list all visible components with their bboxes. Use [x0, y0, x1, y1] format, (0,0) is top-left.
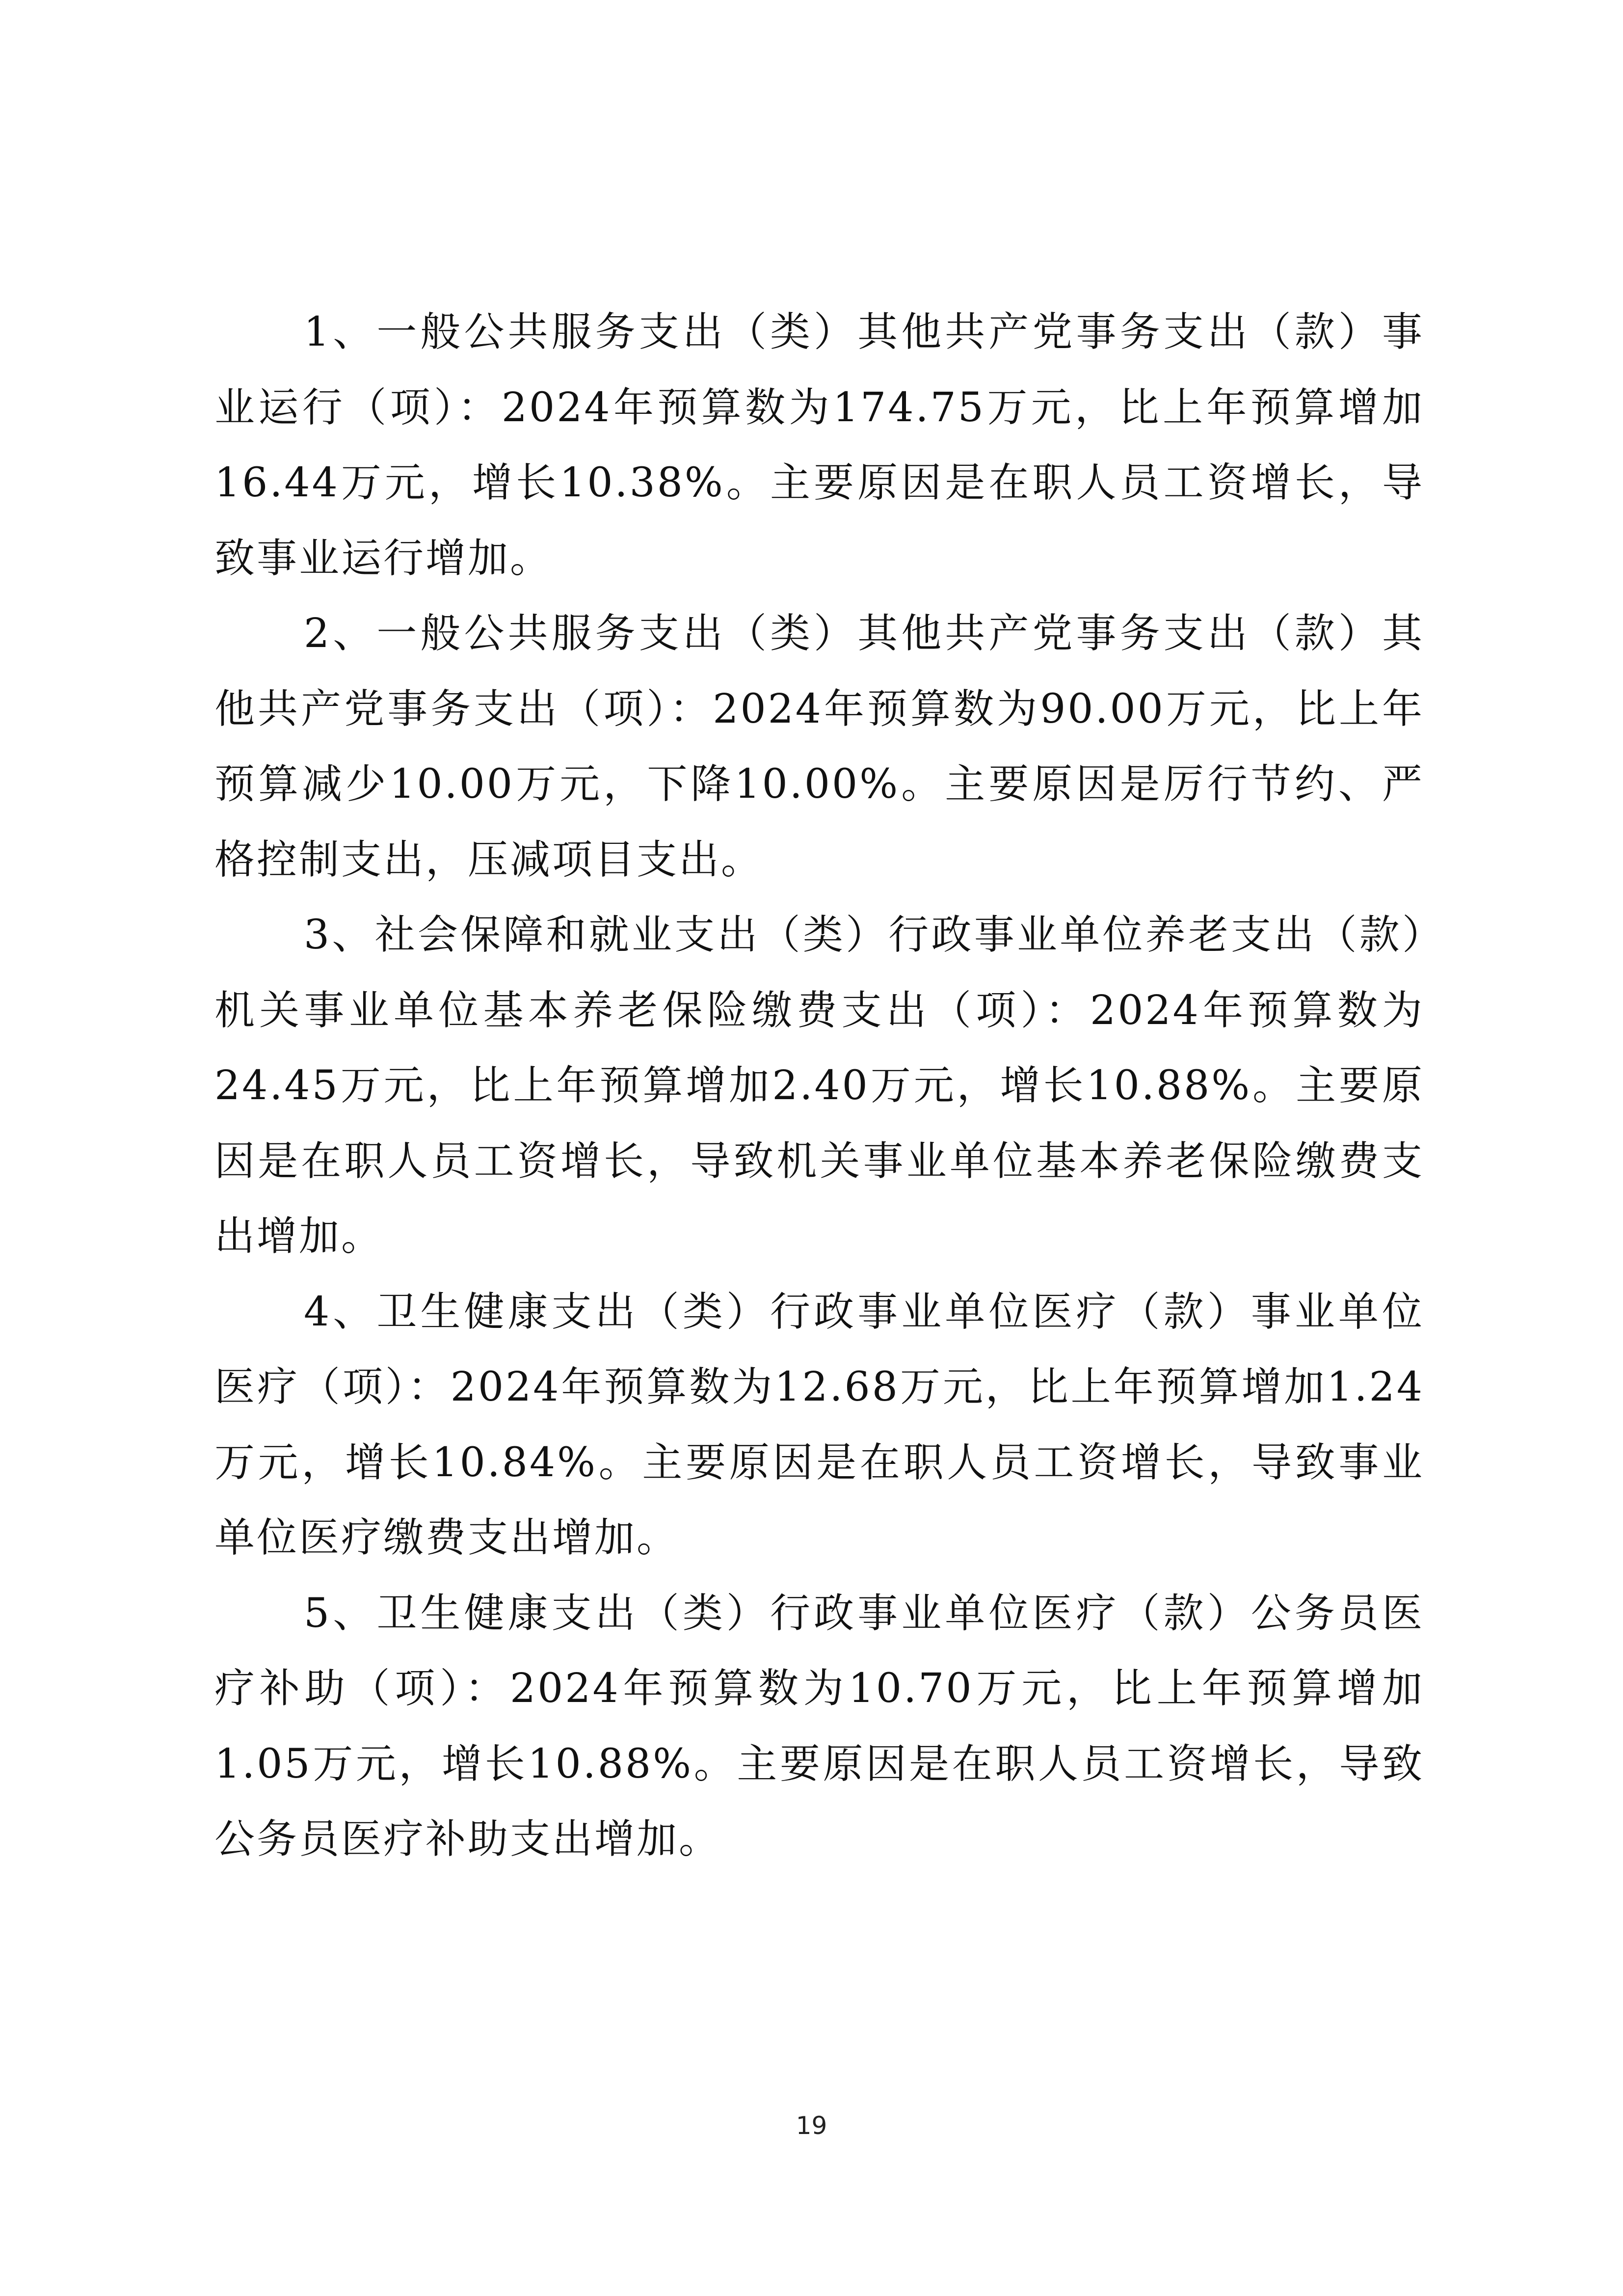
paragraph-5: 5、卫生健康支出（类）行政事业单位医疗（款）公务员医疗补助（项）：2024年预算数为10.70万元，比上年预算增加1.05万元，增长10.88%。主要原因是在职人员工资增长，导致公务员医疗补助支出增加。 — [214, 1590, 1424, 1863]
paragraph-3: 3、社会保障和就业支出（类）行政事业单位养老支出（款）机关事业单位基本养老保险缴费支出（项）：2024年预算数为24.45万元，比上年预算增加2.40万元，增长10.88%。主要原因是在职人员工资增长，导致机关事业单位基本养老保险缴费支出增加。 — [214, 912, 1424, 1260]
document-body — [214, 295, 1424, 1877]
paragraph-1: 1、一般公共服务支出（类）其他共产党事务支出（款）事业运行（项）：2024年预算数为174.75万元，比上年预算增加16.44万元，增长10.38%。主要原因是在职人员工资增长，导致事业运行增加。 — [214, 309, 1424, 582]
page-number: 19 — [796, 2111, 827, 2140]
paragraph-2: 2、一般公共服务支出（类）其他共产党事务支出（款）其他共产党事务支出（项）：2024年预算数为90.00万元，比上年预算减少10.00万元，下降10.00%。主要原因是厉行节约、严格控制支出，压减项目支出。 — [214, 610, 1424, 883]
paragraph-4: 4、卫生健康支出（类）行政事业单位医疗（款）事业单位医疗（项）：2024年预算数为12.68万元，比上年预算增加1.24万元，增长10.84%。主要原因是在职人员工资增长，导致事业单位医疗缴费支出增加。 — [214, 1288, 1424, 1561]
